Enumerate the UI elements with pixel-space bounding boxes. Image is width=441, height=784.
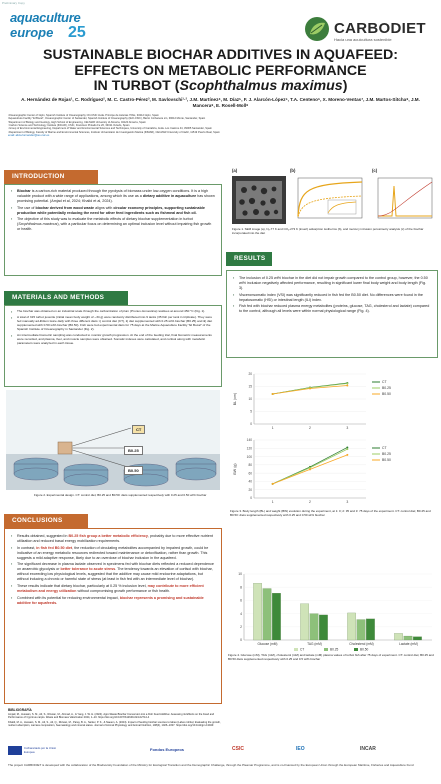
y-axis-label: BL (cm): [233, 392, 237, 406]
title-line-1: SUSTAINABLE BIOCHAR ADDITIVES IN AQUAFEED:: [43, 47, 398, 63]
y-axis-label: BW (g): [233, 463, 237, 475]
y-tick-label: 80: [248, 463, 252, 468]
materials-bullet: ▪ The biochar was obtained on an industrial scale through the carbonization of plum (Prunus domestica) residues at around 450 °C (Fig. 1).: [11, 310, 215, 314]
y-tick-label: 8: [240, 585, 242, 590]
introduction-box: [4, 184, 222, 276]
data-point: [346, 454, 348, 456]
bibliography-title: BIBLIOGRAFÍA: [8, 708, 32, 712]
bar: [347, 613, 355, 640]
logo-left-year: 25: [68, 24, 86, 41]
fig1-label-b: (b): [290, 168, 296, 173]
bar: [319, 615, 327, 640]
conclusion-bullet: ▪ The significant decrease in plasma lactate observed in specimens fed with biochar diets reflected a reduced dependence on anaerobic glycolysis or better tolerance to acute stress. The tendency towards an elevation of cortisol with biochar, without exceeding low physiological levels, suggested that the additive may cause mild endocrine adaptations, but without inducing a chronic or harmful state of stress (at least in fish fed with an intermediate level of biochar).: [11, 562, 215, 582]
bar: [263, 589, 271, 640]
logo-left-bottom: europe: [10, 25, 54, 40]
bar: [404, 636, 412, 640]
x-tick-label: Glucose (mM): [257, 642, 278, 646]
legend-label: CT: [300, 647, 305, 652]
results-bullet: ▪ The inclusion of 0.25 wt% biochar in the diet did not impair growth compared to the control group, however, the 0.50 wt% inclusion negatively affected performance, resulting in significant lower final body weight and body length (Fig. 3).: [233, 276, 431, 291]
y-tick-label: 10: [238, 572, 242, 577]
title-line-2: EFFECTS ON METABOLIC PERFORMANCE: [74, 62, 367, 79]
legend-swatch: [324, 648, 328, 651]
legend-swatch: [294, 648, 298, 651]
x-tick-label: 2: [309, 500, 311, 504]
series-line: [273, 447, 348, 483]
eu-flag-icon: [8, 746, 22, 755]
x-tick-label: 1: [271, 426, 274, 430]
conclusion-bullet: ▪ Combined with its potential for reducing environmental impact, biochar represents a promising and sustainable additive for aquafeeds.: [11, 596, 215, 606]
results-box: [226, 270, 438, 358]
carbodiet-leaf-icon: [304, 16, 330, 42]
y-tick-label: 20: [248, 372, 252, 377]
body-length-chart: [230, 370, 410, 434]
introduction-header: INTRODUCTION: [4, 170, 98, 184]
materials-box: [4, 305, 222, 387]
bibliography: [8, 708, 222, 727]
authors: A. Hernández de Rojas¹, C. Rodríguez², M. C. Castro-Pérez³, M. Savlovschi¹·², J.M. Martínez⁴, M. Díaz⁵, F. J. Alarcón-López⁵, T.A. Centeno⁶, X. Moreno-Ventas⁷, J.M. Martos-Sitcha⁸, J.M. Mancera⁸, E. Rosell-Moll⁸: [21, 97, 420, 108]
carbodiet-name: CARBODIET: [334, 20, 426, 37]
plasma-metabolites-chart: [226, 570, 438, 652]
body-weight-chart: [230, 436, 410, 508]
bar: [253, 583, 261, 640]
x-tick-label: TAG (mM): [307, 642, 322, 646]
x-tick-label: 2: [309, 426, 311, 430]
legend-label: B0.50: [360, 647, 369, 652]
conclusion-bullet: ▪ Results obtained, suggested in B0.25 fish group a better metabolic efficiency, probably due to more effective nutrient utilization and reduced basal energy mobilization requirements.: [11, 534, 215, 544]
funding-footer: [0, 742, 441, 784]
y-tick-label: 2: [240, 625, 242, 629]
figure-3-caption: Figure 3. Body length (BL) and weight (BW) evolution during the experiment, at 1: 0; 2: 35 and 3: 75 days of the experiment. CT: control diet; B0.25 and B0.50: diets supplemented respectively with 0.25 and 0.50 wt% biochar: [230, 509, 431, 517]
bibliography-entry: Khalid, M. A., Hussain, S. M., Ali, S., Ali, Q., Rizwan, M., Paray, B. A., Sarker, P. K., & Naeem, A. (2024). Impact of feeding biochar sources to labeo (Labeo rohita): Evaluating the growth, nutrient absorption, carcass composition, haematology and mineral status. Journal of Animal Physiology and Animal Nutrition, 108(4), 1026–1037. https://doi.org/10.1111/jpn.13949: [8, 720, 221, 727]
results-header: RESULTS: [226, 252, 272, 266]
contact-email[interactable]: email: alicia.hernandez@ieo.csic.es: [8, 134, 50, 138]
intro-bullet: ▪ Biochar is a carbon-rich material produced through the pyrolysis of biomass under low-oxygen conditions. It is a high valuable product with a wide range of applications, among which its use as a dietary additive in aquaculture has shown promising potential. (Amjad et al, 2024; Khalid et al, 2024).: [11, 189, 215, 204]
y-tick-label: 120: [246, 446, 252, 451]
results-bullet: ▪ Fish fed with biochar reduced plasma energy metabolites (proteins, glucose, TAG, cholesterol and lactate) compared to the control, although all levels were within normal physiological range (Fig. 4).: [233, 304, 431, 314]
title-line-3: IN TURBOT (Scophthalmus maximus): [93, 78, 348, 95]
materials-header: MATERIALS AND METHODS: [4, 291, 128, 305]
sem-image: [232, 176, 286, 224]
conclusions-box: [4, 528, 222, 704]
bar: [357, 620, 365, 640]
intro-bullet: ▪ The objective of this study was to evaluate the metabolic effects of dietary biochar supplementation in turbot (Scophthalmus maximus), with a particular focus on determining an optimal inclusion level without impairing fish growth or health.: [11, 217, 215, 232]
data-point: [272, 393, 274, 395]
bar: [272, 593, 280, 640]
x-tick-label: Lactate (mM): [399, 642, 418, 646]
diet-tag-b025: B0.25: [124, 446, 143, 455]
y-tick-label: 0: [250, 422, 252, 427]
legend-label: B0.25: [382, 386, 391, 391]
legend-label: CT: [382, 446, 387, 451]
logo-left-top: aquaculture: [10, 10, 81, 25]
legend-label: B0.50: [382, 458, 391, 463]
data-point: [346, 385, 348, 387]
data-point: [272, 483, 274, 485]
footer-logo-incar: INCAR: [360, 746, 376, 752]
carbodiet-logo: [300, 12, 435, 52]
y-tick-label: 6: [240, 598, 242, 603]
bar: [394, 633, 402, 640]
bar: [413, 637, 421, 640]
conclusion-bullet: ▪ These results indicate that dietary biochar, particularly at 0.25 % inclusion level, may contribute to more efficient metabolism and energy utilization without compromising growth performance or fish health.: [11, 584, 215, 594]
y-tick-label: 20: [248, 487, 252, 492]
y-tick-label: 60: [248, 471, 252, 476]
results-bullet: ▪ Visceronsomatic index (VSI) was significantly reduced in fish fed the B0.50 diet. No differences were found in the hepatosomatic (HSI) or intestinal length (ILI) index.: [233, 293, 431, 303]
conclusion-bullet: ▪ In contrast, in fish fed B0.50 diet, the reduction of circulating metabolites accompanied by impaired growth, could be indicative of an energy metabolic resources redirected toward maintenance or detoxification, rather than growth. This suggests a mild adaptive response, likely due to an overdose of biochar inclusion in the aquafeed.: [11, 546, 215, 561]
y-tick-label: 40: [248, 479, 252, 484]
y-tick-label: 0: [240, 638, 242, 643]
data-point: [346, 383, 348, 385]
legend-label: CT: [382, 380, 387, 385]
data-point: [346, 448, 348, 450]
intro-bullet: ▪ The use of biochar derived from wood waste aligns with circular economy principles, supporting sustainable production while potentially reducing the need for other feed ingredients such as fishmeal and fish oil.: [11, 206, 215, 216]
y-tick-label: 140: [246, 438, 252, 443]
bar: [366, 619, 374, 640]
poster-header: [0, 0, 441, 112]
legend-label: B0.50: [382, 392, 391, 397]
diet-tag-ct: CT: [132, 425, 145, 434]
figure-2-caption: Figure 2. Experimental design. CT: control diet; B0.25 and B0.50: diets supplemented respectively with 0.25 and 0.50 wt% biochar: [34, 493, 207, 497]
footer-logo-ieo: IEO: [296, 746, 305, 752]
footer-logo-fondos: Fondos Europeos: [150, 747, 184, 752]
poster-title: [0, 48, 441, 95]
experimental-design-diagram: [6, 390, 220, 490]
legend-label: B0.25: [382, 452, 391, 457]
fig1-label-c: (c): [372, 168, 378, 173]
isotherm-plot: [290, 176, 366, 224]
x-tick-label: 3: [346, 426, 349, 430]
porosimetry-plot: [372, 176, 436, 224]
legend-label: B0.25: [330, 647, 339, 652]
carbodiet-tagline: Hacia una acuicultura sostenible: [334, 37, 392, 42]
footer-text: The project CARBODIET is developed with the collaboration of the Biodiversity Foundation of the Ministry for Ecological Transition and the Demographic Challenge, through the Pleamar Programme, and is co-financed by the European Union through the European Maritime, Fisheries and Aquaculture Fund: [8, 763, 414, 767]
species-name: Scophthalmus maximus: [179, 78, 343, 95]
legend-swatch: [354, 648, 358, 651]
data-point: [309, 468, 311, 470]
y-tick-label: 0: [250, 496, 252, 501]
fig1-label-a: (a): [232, 168, 238, 173]
x-tick-label: 1: [271, 500, 274, 504]
materials-bullet: ▪ An intermediate biometric sampling was conducted to monitor growth progression. At the end of the feeding trial, final biometric measurements were recorded, and plasma, liver, and muscle samples were obtained. Somatic indexes were calculated, and cortisol along with metabolic parameters were analyzed in each tissue.: [11, 334, 215, 346]
figure-1-caption: Figure 1. SEM image (a), N₂-77 K and CO₂-273 K (insert) adsorption isotherms (b), and mercury intrusion porosimetry analysis (c) of the biochar incorporated into the diet: [232, 227, 424, 235]
y-tick-label: 4: [240, 611, 242, 616]
y-tick-label: 15: [248, 384, 252, 389]
bar: [300, 604, 308, 640]
affiliations: ¹Oceanographic Center of Gijón, Spanish Institute of Oceanography CN-CSIC Avda. Príncipe de Asturias 70bis, 33212 Gijón, Spain ²Aquaculture Facility "El Bocal", Oceanographic Center of Santander, Spanish Institute of Oceanography (IEO-CSIC), Barrio Corbanera s/n, 39012 Monte, Santander, Spain ³Department of Biology and Geology, High School of Engineering, CEI-MAR University of Almería, 04120 Almería, Spain ⁴Carbon Science and Technology Institute (INCAR), CSIC, Francisco Pintado Fe 26, 33011 Oviedo, Spain ⁵Group of Environmental Engineering, Department of Water and Environmental Sciences and Techniques, University of Cantabria, Avda. Los Castros 44, 39005 Santander, Spain ⁶Department of Biology, Faculty of Marine and Environmental Sciences, Instituto Universitario de Investigación Marina (INMAR), CEI-MAR University of Cádiz, 11519 Puerto Real, Spain email: alicia.hernandez@ieo.csic.es: [8, 114, 308, 138]
bar: [310, 614, 318, 640]
bibliography-entry: Amjad, M., Hussain, S. M., Ali, S., Rizwan, M., Ahmad, A., & Yang, J. W. H. (2024). Agro-Waste Biochar Conversion into a Fish Feed Additive: Assessing its Effects on the Feed and Performance of Cyprinus carpio. Waste and Biomass Valorization 2024, 1–10. https://doi.org/10.1007/S12649-024-02714-4: [8, 713, 215, 720]
y-tick-label: 100: [246, 454, 252, 459]
footer-logo-eu: Cofinanciado por la Unión Europea: [24, 746, 57, 754]
preliminary-tag: Preliminary Copy: [2, 1, 25, 5]
y-tick-label: 5: [250, 409, 252, 414]
data-point: [309, 388, 311, 390]
footer-logo-csic: CSIC: [232, 746, 244, 752]
x-tick-label: Cholesterol (mM): [349, 642, 374, 646]
materials-bullet: ▪ A total of 315 turbot juvenile (initial mean body weight of ~34 g) were randomly distributed into 9 tanks (35 fish per tank in triplicate). They were fed manually ad-libitum twice daily with three different diets: i) control diet (CT), ii) diet supplemented with 0.25 wt% biochar (B0.25) and iii) diet supplemented with 0.50 wt% biochar (B0.50). Fish were fed experimental diets for 75 days at the Marine Aquaculture Facility "El Bocal" of the Spanish Institute of Oceanography in Santander (Fig. 2).: [11, 316, 215, 332]
y-tick-label: 10: [248, 397, 252, 402]
figure-4-caption: Figure 4. Glucose (mM), TAG (mM), cholesterol (mM) and lactate (mM) plasma values of turbot fish after 75 days of experiment. CT: control diet; B0.25 and B0.50 diets supplemented respectively with 0.25 and 0.5 wt% biochar: [228, 653, 434, 661]
diet-tag-b050: B0.50: [124, 466, 143, 475]
conclusions-header: CONCLUSIONS: [4, 514, 88, 528]
x-tick-label: 3: [346, 500, 349, 504]
